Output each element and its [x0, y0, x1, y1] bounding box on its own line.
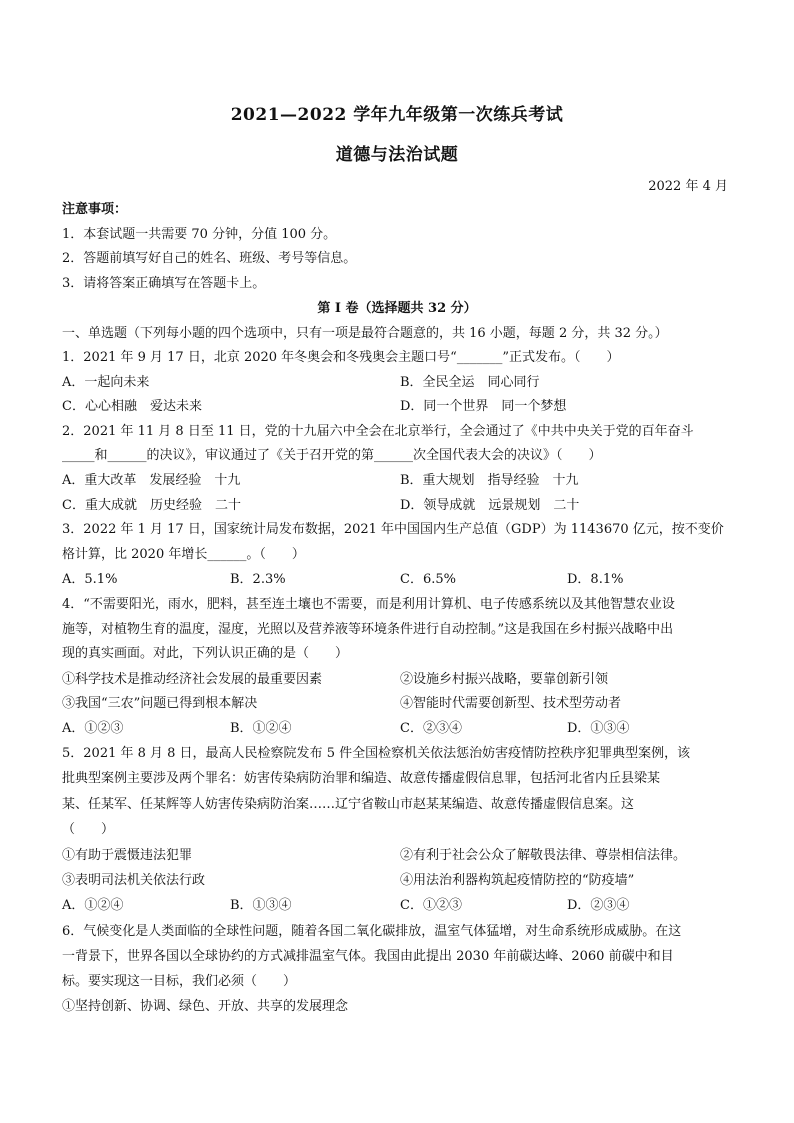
q5-statement-2: ②有利于社会公众了解敬畏法律、尊崇相信法律。 — [400, 848, 687, 863]
question-5-text: 批典型案例主要涉及两个罪名：妨害传染病防治罪和编造、故意传播虚假信息罪，包括河北省内丘县梁某 — [62, 771, 661, 786]
q4-option-a: A．①②③ — [62, 721, 124, 736]
question-3-text: 3．2022 年 1 月 17 日，国家统计局发布数据，2021 年中国国内生产总值（GDP）为 1143670 亿元，按不变价 — [62, 522, 724, 537]
question-4-text: 4．“不需要阳光，雨水，肥料，甚至连土壤也不需要，而是利用计算机、电子传感系统以及其他智慧农业设 — [62, 597, 675, 612]
q4-statement-4: ④智能时代需要创新型、技术型劳动者 — [400, 696, 622, 711]
q2-option-d: D．领导成就 远景规划 二十 — [400, 498, 580, 513]
q3-option-b: B．2.3% — [230, 572, 286, 587]
q5-option-b: B．①③④ — [230, 898, 292, 913]
q1-option-a: A．一起向未来 — [62, 375, 150, 390]
q4-statement-2: ②设施乡村振兴战略，要靠创新引领 — [400, 672, 609, 687]
question-6-text: 6．气候变化是人类面临的全球性问题，随着各国二氧化碳排放，温室气体猛增，对生命系统形成威胁。在这 — [62, 924, 682, 939]
q1-option-d: D．同一个世界 同一个梦想 — [400, 399, 567, 414]
q1-option-b: B．全民全运 同心同行 — [400, 375, 540, 390]
q4-statement-1: ①科学技术是推动经济社会发展的最重要因素 — [62, 672, 323, 687]
q3-option-a: A．5.1% — [62, 572, 118, 587]
q5-option-d: D．②③④ — [567, 898, 630, 913]
question-6-text: 一背景下，世界各国以全球协约的方式减排温室气体。我国由此提出 2030 年前碳达峰、2060 前碳中和目 — [62, 949, 674, 964]
question-4-text: 施等，对植物生育的温度，湿度，光照以及营养液等环境条件进行自动控制。”这是我国在乡村振兴战略中出 — [62, 622, 674, 637]
note-item: 3．请将答案正确填写在答题卡上。 — [62, 276, 266, 291]
note-item: 1．本套试题一共需要 70 分钟，分值 100 分。 — [62, 227, 337, 242]
question-2-text: _____和______的决议》，审议通过了《关于召开党的第______次全国代表大会的决议》（ ） — [62, 448, 602, 463]
q4-option-b: B．①②④ — [230, 721, 292, 736]
q4-option-c: C．②③④ — [400, 721, 462, 736]
exam-title: 2021—2022 学年九年级第一次练兵考试 — [230, 105, 564, 125]
q4-statement-3: ③我国“三农”问题已得到根本解决 — [62, 696, 258, 711]
q6-statement-1: ①坚持创新、协调、绿色、开放、共享的发展理念 — [62, 999, 349, 1014]
question-2-text: 2．2021 年 11 月 8 日至 11 日，党的十九届六中全会在北京举行，全会通过了《中共中央关于党的百年奋斗 — [62, 424, 694, 439]
q5-option-a: A．①②④ — [62, 898, 124, 913]
question-4-text: 现的真实画面。对此，下列认识正确的是（ ） — [62, 646, 349, 661]
question-5-text: 某、任某军、任某辉等人妨害传染病防治案……辽宁省鞍山市赵某某编造、故意传播虚假信息案。这 — [62, 797, 635, 812]
note-item: 2．答题前填写好自己的姓名、班级、考号等信息。 — [62, 251, 357, 266]
exam-subject: 道德与法治试题 — [335, 145, 459, 165]
notes-heading: 注意事项： — [62, 202, 128, 217]
question-6-text: 标。要实现这一目标，我们必须（ ） — [62, 974, 297, 989]
section-instruction: 一、单选题（下列每小题的四个选项中，只有一项是最符合题意的，共 16 小题，每题 2 分，共 32 分。） — [62, 326, 668, 341]
q2-option-b: B．重大规划 指导经验 十九 — [400, 473, 579, 488]
q2-option-a: A．重大改革 发展经验 十九 — [62, 473, 241, 488]
question-3-text: 格计算，比 2020 年增长______。（ ） — [62, 547, 305, 562]
q5-option-c: C．①②③ — [400, 898, 462, 913]
question-5-text: 5．2021 年 8 月 8 日，最高人民检察院发布 5 件全国检察机关依法惩治妨害疫情防控秩序犯罪典型案例，该 — [62, 746, 691, 761]
question-1-text: 1．2021 年 9 月 17 日，北京 2020 年冬奥会和冬残奥会主题口号“_______”正式发布。（ ） — [62, 350, 620, 365]
q4-option-d: D．①③④ — [567, 721, 630, 736]
question-5-text: （ ） — [62, 822, 115, 837]
q5-statement-1: ①有助于震慑违法犯罪 — [62, 848, 193, 863]
q1-option-c: C．心心相融 爱达未来 — [62, 399, 202, 414]
exam-date: 2022 年 4 月 — [648, 179, 728, 194]
q3-option-d: D．8.1% — [567, 572, 624, 587]
q2-option-c: C．重大成就 历史经验 二十 — [62, 498, 241, 513]
q5-statement-4: ④用法治利器构筑起疫情防控的“防疫墙” — [400, 873, 635, 888]
section-title: 第 I 卷（选择题共 32 分） — [317, 301, 477, 316]
q5-statement-3: ③表明司法机关依法行政 — [62, 873, 206, 888]
q3-option-c: C．6.5% — [400, 572, 456, 587]
